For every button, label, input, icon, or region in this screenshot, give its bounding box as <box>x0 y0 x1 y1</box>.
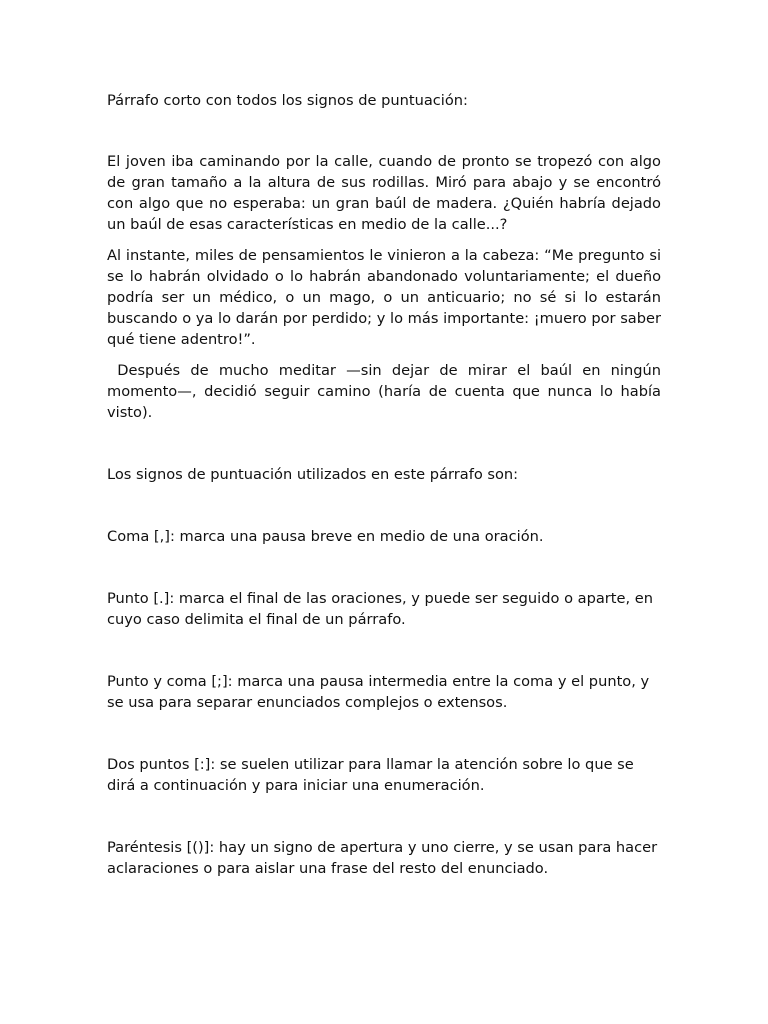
definition-parentesis: Paréntesis [()]: hay un signo de apertura y uno cierre, y se usan para hacer aclaraciones o para aislar una frase del resto del enunciado. <box>107 839 658 877</box>
document-page <box>107 90 666 879</box>
definition-dos-puntos: Dos puntos [:]: se suelen utilizar para llamar la atención sobre lo que se dirá a continuación y para iniciar una enumeración. <box>107 756 634 794</box>
definition-coma: Coma [,]: marca una pausa breve en medio de una oración. <box>107 528 544 545</box>
punctuation-list-intro: Los signos de puntuación utilizados en este párrafo son: <box>107 466 519 483</box>
definition-punto-y-coma: Punto y coma [;]: marca una pausa intermedia entre la coma y el punto, y se usa para separar enunciados complejos o extensos. <box>107 673 650 711</box>
story-paragraph-2: Al instante, miles de pensamientos le vinieron a la cabeza: “Me pregunto si se lo habrán olvidado o lo habrán abandonado voluntariamente; el dueño podría ser un médico, o un mago, o un anticuario; no sé si lo estarán buscando o ya lo darán por perdido; y lo más importante: ¡muero por saber qué tiene adentro!”. <box>107 247 661 348</box>
story-paragraph-3: Después de mucho meditar —sin dejar de mirar el baúl en ningún momento—, decidió seguir camino (haría de cuenta que nunca lo había visto). <box>107 362 666 421</box>
document-heading: Párrafo corto con todos los signos de puntuación: <box>107 92 468 109</box>
story-paragraph-1: El joven iba caminando por la calle, cuando de pronto se tropezó con algo de gran tamaño a la altura de sus rodillas. Miró para abajo y se encontró con algo que no esperaba: un gran baúl de madera. ¿Quién habría dejado un baúl de esas características en medio de la calle...? <box>107 153 661 233</box>
definition-punto: Punto [.]: marca el final de las oraciones, y puede ser seguido o aparte, en cuyo caso delimita el final de un párrafo. <box>107 590 653 628</box>
